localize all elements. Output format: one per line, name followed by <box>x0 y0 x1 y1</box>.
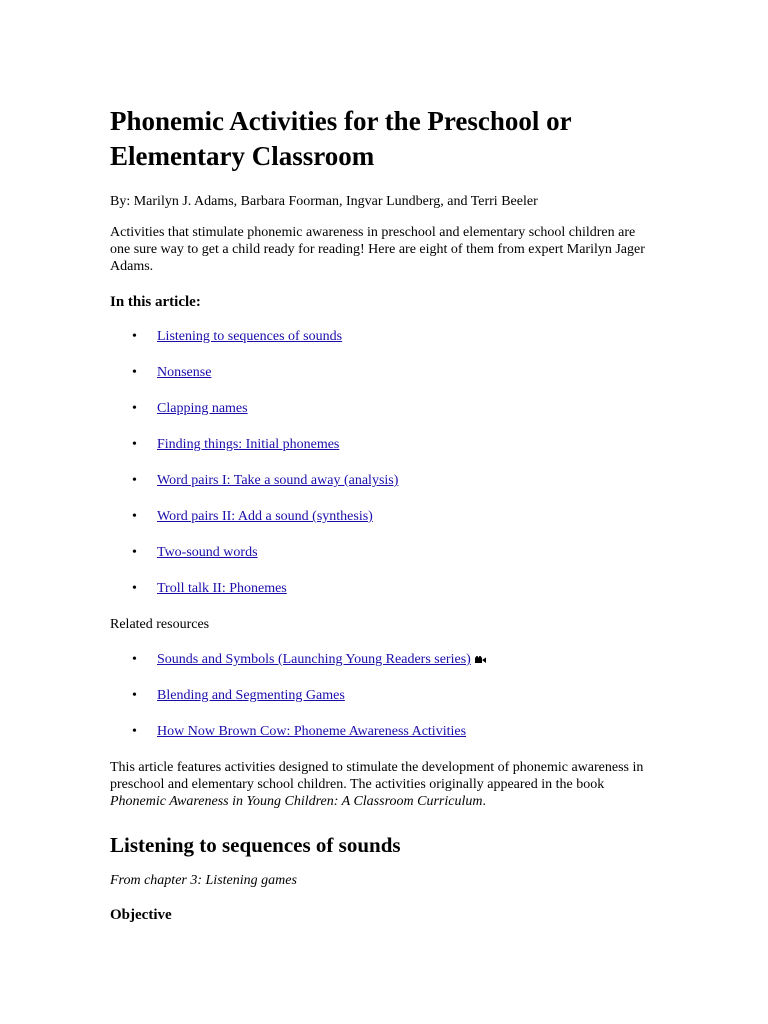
toc-item <box>110 472 650 508</box>
bullet-icon: • <box>132 545 137 560</box>
page-title: Phonemic Activities for the Preschool or Elementary Classroom <box>110 106 572 171</box>
related-link-sounds-symbols[interactable]: Sounds and Symbols (Launching Young Readers series) <box>157 652 471 667</box>
toc-item <box>110 400 650 436</box>
related-resources-heading: Related resources <box>110 617 210 632</box>
bullet-icon: • <box>132 581 137 596</box>
related-link-how-now-brown-cow[interactable]: How Now Brown Cow: Phoneme Awareness Activities <box>157 724 467 739</box>
bullet-icon: • <box>132 509 137 524</box>
toc-heading: In this article: <box>110 294 201 310</box>
toc-link-clapping-names[interactable]: Clapping names <box>157 401 248 416</box>
toc-item <box>110 544 650 580</box>
intro-paragraph: Activities that stimulate phonemic awareness in preschool and elementary school children are one sure way to get a child ready for reading! Here are eight of them from expert Marilyn Jager Adams. <box>110 225 645 274</box>
article-page <box>110 104 650 925</box>
toc-link-finding-things[interactable]: Finding things: Initial phonemes <box>157 437 340 452</box>
toc-link-two-sound-words[interactable]: Two-sound words <box>157 545 258 560</box>
bullet-icon: • <box>132 473 137 488</box>
bullet-icon: • <box>132 401 137 416</box>
toc-item <box>110 508 650 544</box>
toc-link-word-pairs-2[interactable]: Word pairs II: Add a sound (synthesis) <box>157 509 373 524</box>
bullet-icon: • <box>132 329 137 344</box>
toc-link-troll-talk[interactable]: Troll talk II: Phonemes <box>157 581 287 596</box>
related-item <box>110 723 650 759</box>
toc-link-nonsense[interactable]: Nonsense <box>157 365 212 380</box>
description-end: . <box>482 794 486 809</box>
section-heading: Listening to sequences of sounds <box>110 833 401 857</box>
toc-link-word-pairs-1[interactable]: Word pairs I: Take a sound away (analysis) <box>157 473 399 488</box>
related-list <box>110 651 650 759</box>
toc-link-listening-sequences[interactable]: Listening to sequences of sounds <box>157 329 343 344</box>
toc-item <box>110 436 650 472</box>
related-item <box>110 687 650 723</box>
bullet-icon: • <box>132 437 137 452</box>
section-chapter: From chapter 3: Listening games <box>110 873 297 888</box>
byline: By: Marilyn J. Adams, Barbara Foorman, Ingvar Lundberg, and Terri Beeler <box>110 194 538 209</box>
article-description <box>110 759 650 810</box>
subsection-heading: Objective <box>110 907 172 923</box>
toc-item <box>110 580 650 616</box>
related-item <box>110 651 650 687</box>
bullet-icon: • <box>132 688 137 703</box>
toc-list <box>110 328 650 616</box>
bullet-icon: • <box>132 652 137 667</box>
toc-item <box>110 364 650 400</box>
book-title: Phonemic Awareness in Young Children: A Classroom Curriculum <box>110 794 483 809</box>
toc-item <box>110 328 650 364</box>
related-link-blending-games[interactable]: Blending and Segmenting Games <box>157 688 345 703</box>
bullet-icon: • <box>132 724 137 739</box>
bullet-icon: • <box>132 365 137 380</box>
video-camera-icon <box>475 652 486 669</box>
description-text: This article features activities designed to stimulate the development of phonemic awareness in preschool and elementary school children. The activities originally appeared in the book <box>110 760 644 792</box>
